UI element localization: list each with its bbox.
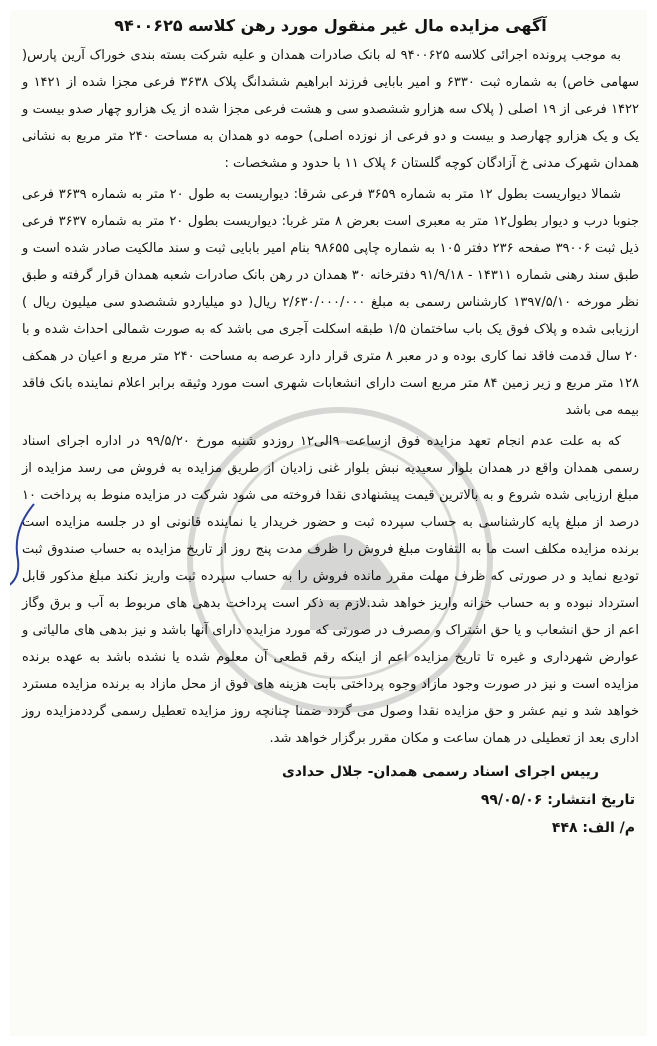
announcement-body xyxy=(10,10,647,842)
clipping-page xyxy=(10,10,647,1036)
paragraph-case-details: به موجب پرونده اجرائی کلاسه ۹۴۰۰۶۲۵ له بانک صادرات همدان و علیه شرکت بسته بندی خوراک آرین پارس( سهامی خاص) به شماره ثبت ۶۳۳۰ و امیر بابایی فرزند ابراهیم ششدانگ پلاک ۳۶۳۸ فرعی مجزا شده از ۱۴۲۱ و ۱۴۲۲ فرعی از ۱۹ اصلی ( پلاک سه هزارو ششصدو سی و هشت فرعی مجزا شده از یک هزارو چهار صدو بیست و یک و یک هزارو چهارصد و بیست و دو فرعی از نوزده اصلی) حومه دو همدان به مساحت ۲۴۰ متر مربع به نشانی همدان شهرک مدنی خ آزادگان کوچه گلستان ۶ پلاک ۱۱ با حدود و مشخصات : xyxy=(22,48,639,171)
announcement-title: آگهی مزایده مال غیر منقول مورد رهن کلاسه ۹۴۰۰۶۲۵ xyxy=(114,16,547,35)
signer-line: رییس اجرای اسناد رسمی همدان- جلال حدادی xyxy=(282,764,599,780)
paragraph-auction-terms: که به علت عدم انجام تعهد مزایده فوق ازساعت ۹الی۱۲ روزدو شنبه مورخ ۹۹/۵/۲۰ در اداره اجرای اسناد رسمی همدان واقع در همدان بلوار سعیدیه نبش بلوار غنی زادیان از طریق مزایده به فروش می رسد مزایده از مبلغ ارزیابی شده شروع و به بالاترین قیمت پیشنهادی نقدا فروخته می شود شرکت در مزایده منوط به پرداخت ۱۰ درصد از مبلغ پایه کارشناسی به حساب سپرده ثبت و حضور خریدار یا نماینده قانونی او در جلسه مزایده است برنده مزایده مکلف است ما به التفاوت مبلغ فروش را ظرف مدت پنج روز از تاریخ مزایده به حساب صندوق ثبت تودیع نماید و در صورتی که ظرف مهلت مقرر مانده فروش را به حساب سپرده ثبت واریز نکند مبلغ مذکور قابل استرداد نبوده و به حساب خزانه واریز خواهد شد.لازم به ذکر است پرداخت بدهی های مربوط به آب و برق وگاز اعم از حق انشعاب و یا حق اشتراک و مصرف در صورتی که مورد مزایده دارای آنها باشد و نیز بدهی های مالیاتی و عوارض شهرداری و غیره تا تاریخ مزایده اعم از اینکه رقم قطعی آن معلوم شده یا نشده باشد به عهده برنده مزایده است و نیز در صورت وجود مازاد وجوه پرداختی بابت هزینه های فوق از محل مازاد به برنده مزایده مسترد خواهد شد و نیم عشر و حق مزایده نقدا وصول می گردد ضمنا چنانچه روز مزایده تعطیل رسمی گرددمزایده روز اداری بعد از تعطیلی در همان ساعت و مکان مقرر برگزار خواهد شد. xyxy=(22,434,639,746)
reference-number: م/ الف: ۴۴۸ xyxy=(551,820,635,836)
paragraph-boundaries: شمالا دیواریست بطول ۱۲ متر به شماره ۳۶۵۹ فرعی شرقا: دیواریست به طول ۲۰ متر به شماره ۳۶۳۹ فرعی جنوبا درب و دیوار بطول۱۲ متر به معبری است بعرض ۸ متر غربا: دیواریست بطول ۲۰ متر به شماره ۳۶۳۷ فرعی ذیل ثبت ۳۹۰۰۶ صفحه ۲۳۶ دفتر ۱۰۵ به شماره چاپی ۹۸۶۵۵ بنام امیر بابایی ثبت و سند مالکیت صادر شده است و طبق سند رهنی شماره ۱۴۳۱۱ - ۹۱/۹/۱۸ دفترخانه ۳۰ همدان در رهن بانک صادرات شعبه همدان قرار گرفته و طبق نظر مورخه ۱۳۹۷/۵/۱۰ کارشناس رسمی به مبلغ ۲/۶۳۰/۰۰۰/۰۰۰ ریال( دو میلیاردو ششصدو سی میلیون ریال ) ارزیابی شده و پلاک فوق یک باب ساختمان ۱/۵ طبقه اسکلت آجری می باشد که به صورت شمالی احداث شده و با ۲۰ سال قدمت فاقد نما کاری بوده و در معبر ۸ متری قرار دارد عرصه به مساحت ۲۴۰ متر مربع و اعیان در همکف ۱۲۸ متر مربع و زیر زمین ۸۴ متر مربع است دارای انشعابات شهری است مورد وثیقه برابر اعلام نماینده بانک فاقد بیمه می باشد xyxy=(22,187,640,418)
publish-date: تاریخ انتشار: ۹۹/۰۵/۰۶ xyxy=(480,792,635,808)
